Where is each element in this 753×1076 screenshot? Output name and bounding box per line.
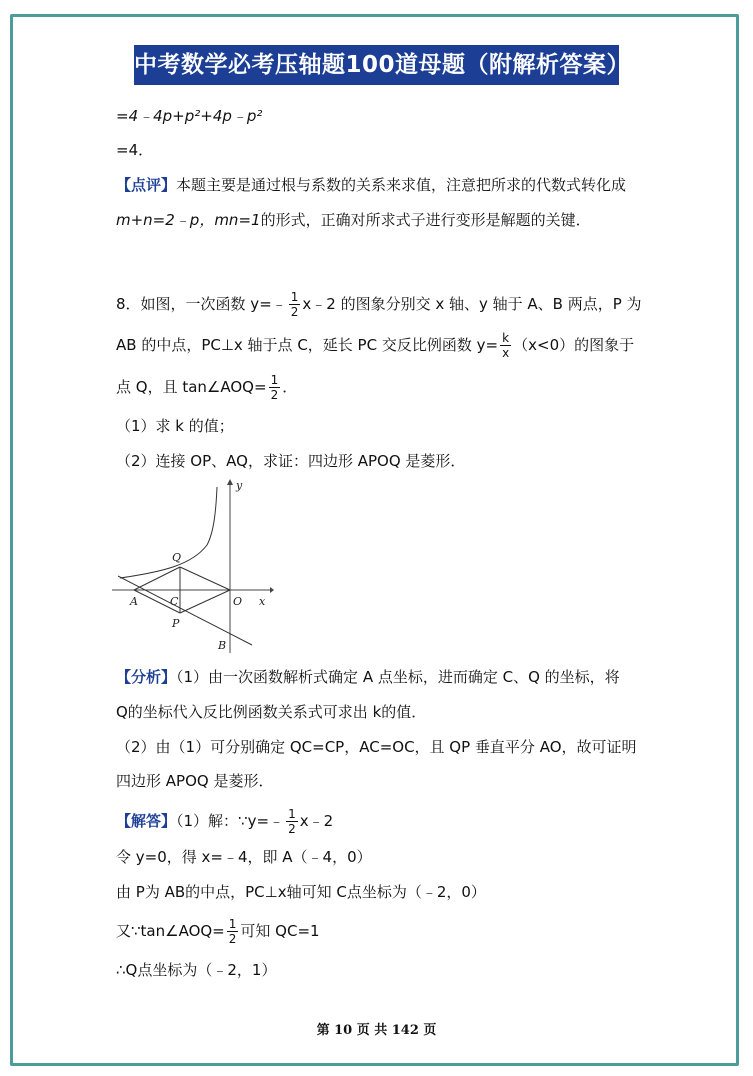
fraction-half [289, 290, 301, 319]
label-Q: Q [172, 551, 182, 564]
comment-formula: m+n=2﹣p，mn=1 [116, 211, 261, 229]
analysis-line-1 [116, 667, 620, 687]
solution-text-4b: 可知 QC=1 [240, 922, 320, 940]
equation-line-2: =4． [116, 141, 154, 159]
comment-tag: 【点评】 [116, 176, 177, 194]
label-O: O [233, 595, 243, 608]
comment-text-2: 的形式，正确对所求式子进行变形是解题的关键． [260, 211, 591, 229]
label-A: A [130, 595, 138, 608]
comment-text-1: 本题主要是通过根与系数的关系来求值，注意把所求的代数式转化成 [176, 176, 627, 194]
fraction-numerator: 1 [288, 807, 296, 821]
y-axis-arrow [227, 479, 233, 485]
analysis-line-3: （2）由（1）可分别确定 QC=CP，AC=OC，且 QP 垂直平分 AO，故可证明 [116, 738, 637, 756]
label-B: B [218, 639, 227, 652]
page-title: 中考数学必考压轴题100道母题（附解析答案） [134, 45, 619, 85]
fraction-numerator: 1 [290, 290, 299, 304]
label-y: y [236, 479, 243, 492]
question-2: （2）连接 OP、AQ，求证：四边形 APOQ 是菱形． [116, 452, 466, 470]
analysis-text-1: （1）由一次函数解析式确定 A 点坐标，进而确定 C、Q 的坐标，将 [176, 668, 620, 686]
fraction-numerator: 1 [228, 917, 237, 931]
problem-text-2a: AB 的中点，PC⊥x 轴于点 C，延长 PC 交反比例函数 y= [116, 336, 499, 354]
solution-line-3: 由 P为 AB的中点，PC⊥x轴可知 C点坐标为（﹣2，0） [116, 883, 486, 901]
segment-QO [180, 567, 230, 590]
solution-line-1 [116, 807, 333, 836]
analysis-line-4: 四边形 APOQ 是菱形． [116, 772, 274, 790]
label-P: P [172, 617, 180, 630]
fraction-half [286, 807, 298, 836]
geometry-figure [112, 475, 274, 655]
solution-text-1a: （1）解：∵y=﹣ [176, 812, 285, 830]
comment-line-2 [116, 210, 591, 230]
comment-line-1 [116, 175, 626, 195]
fraction-half [227, 917, 239, 946]
analysis-tag: 【分析】 [116, 668, 177, 686]
fraction-denominator: 2 [228, 932, 237, 946]
problem-text-1b: x﹣2 的图象分别交 x 轴、y 轴于 A、B 两点，P 为 [302, 295, 642, 313]
fraction-k-over-x [500, 331, 511, 360]
question-1: （1）求 k 的值； [116, 417, 234, 435]
equation-line-1: =4﹣4p+p²+4p﹣p² [116, 107, 263, 125]
problem-line-1 [116, 290, 642, 319]
analysis-line-2: Q的坐标代入反比例函数关系式可求出 k的值． [116, 703, 427, 721]
fraction-denominator: 2 [288, 822, 296, 836]
segment-PO [180, 590, 230, 613]
problem-line-2 [116, 331, 634, 360]
segment-AQ [134, 567, 180, 590]
page-footer: 第 10 页 共 142 页 [316, 1023, 437, 1038]
fraction-denominator: 2 [290, 305, 299, 319]
solution-text-4a: 又∵tan∠AOQ= [116, 922, 225, 940]
fraction-denominator: 2 [270, 388, 279, 402]
problem-text-3b: ． [282, 378, 298, 396]
fraction-numerator: 1 [270, 373, 279, 387]
label-C: C [170, 595, 179, 608]
hyperbola-curve [120, 487, 217, 578]
fraction-half [269, 373, 281, 402]
problem-text-3a: 点 Q，且 tan∠AOQ= [116, 378, 267, 396]
solution-tag: 【解答】 [116, 812, 177, 830]
solution-line-4 [116, 917, 320, 946]
x-axis-arrow [270, 587, 274, 593]
problem-line-3 [116, 373, 297, 402]
problem-text-1a: 8．如图，一次函数 y=﹣ [116, 295, 287, 313]
solution-line-5: ∴Q点坐标为（﹣2，1） [116, 961, 277, 979]
label-x: x [259, 595, 266, 608]
problem-text-2b: （x<0）的图象于 [513, 336, 635, 354]
solution-line-2: 令 y=0，得 x=﹣4，即 A（﹣4，0） [116, 848, 372, 866]
solution-text-1b: x﹣2 [299, 812, 334, 830]
fraction-numerator: k [500, 331, 511, 346]
fraction-denominator: x [502, 346, 510, 360]
